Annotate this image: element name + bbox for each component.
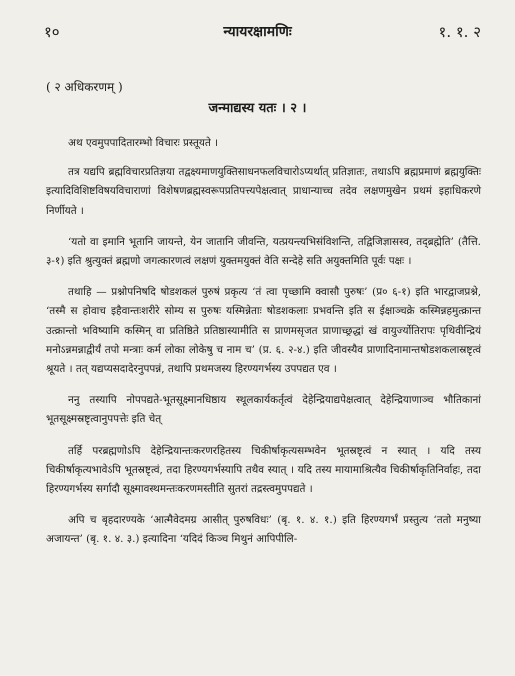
paragraph-3: ‘यतो वा इमानि भूतानि जायन्ते, येन जातानि जीवन्ति, यत्प्रयन्त्यभिसंविशन्ति, तद्विजिज्ञासस्व, तद्ब्रह्मेति’ (तैत्ति. ३-१) इति श्रुत्युक्तं ब्रह्मणो जगत्कारणत्वं लक्षणं युक्तमयुक्तं वेति सन्देहे सति अयुक्तमिति पूर्वः पक्षः । [46,235,481,268]
paragraph-2: तत्र यद्यपि ब्रह्मविचारप्रतिज्ञया तद्वक्ष्यमाणयुक्तिसाधनफलविचारोऽप्यर्थात् प्रतिज्ञातः, तथाऽपि ब्रह्मप्रमाणं ब्रह्मयुक्तिः इत्यादिविशिष्टविषयविचाराणां विशेषणब्रह्मस्वरूपप्रतिपत्त्यपेक्षत्वात् प्राधान्याच्च तदेव लक्षणमुखेन प्रथमं इहाधिकरणे निर्णीयते । [46,166,481,217]
paragraph-1: अथ एवमुपपादितारम्भो विचारः प्रस्तूयते । [68,137,219,149]
sutra-heading: जन्माद्यस्य यतः । २ । [208,101,307,116]
section-reference: १. १. २ [438,23,481,41]
adhikarana-label: ( २ अधिकरणम् ) [46,80,123,94]
paragraph-5: ननु तस्यापि नोपपद्यते-भूतसूक्ष्मानधिष्ठाय स्थूलकार्यकर्तृत्वं देहेन्द्रियाद्यपेक्षत्वात् देहेन्द्रियाणाञ्च भौतिकानां भूतसूक्ष्मस्रष्टृत्वानुपपत्तेः इति चेत् [46,394,481,426]
page-number: १० [44,23,60,41]
running-title: न्यायरक्षामणिः [223,24,292,40]
paragraph-4: तथाहि — प्रश्नोपनिषदि षोडशकलं पुरुषं प्रकृत्य ‘तं त्वा पृच्छामि क्वासौ पुरुषः’ (प्र० ६-१) इति भारद्वाजप्रश्ने, ‘तस्मै स होवाच इहैवान्तःशरीरे सोम्य स पुरुषः यस्मिन्नेताः षोडशकलाः प्रभवन्ति इति स ईक्षाञ्चक्रे कस्मिन्नहमुत्क्रान्त उत्क्रान्तो भविष्यामि कस्मिन् वा प्रतिष्ठिते प्रतिष्ठास्यामीति स प्राणमसृजत प्राणाच्छ्रद्धां खं वायुर्ज्योतिरापः पृथिवीन्द्रियं मनोऽन्नमन्नाद्वीर्यं तपो मन्त्राः कर्म लोका लोकेषु च नाम च’ (प्र. ६. २-४.) इति जीवस्यैव प्राणादिनामान्तषोडशकलास्रष्टृत्वं श्रूयते । तत् यद्यप्यसदादेरनुपपन्नं, तथापि प्रथमजस्य हिरण्यगर्भस्य उपपद्यत एव । [46,286,481,376]
paragraph-6: तर्हि परब्रह्मणोऽपि देहेन्द्रियान्तःकरणरहितस्य चिकीर्षाकृत्यसम्भवेन भूतस्रष्टृत्वं न स्यात् । यदि तस्य चिकीर्षाकृत्यभावेऽपि भूतस्रष्टृत्वं, तदा हिरण्यगर्भस्यापि तथैव स्यात् । यदि तस्य मायामाश्रित्यैव चिकीर्षाकृतिनिर्वाहः, तदा हिरण्यगर्भस्य सर्गादौ सूक्ष्मावस्थमन्तःकरणमस्तीति सुतरां तद्रस्त्वमुपपद्यते । [46,444,481,496]
paragraph-7: अपि च बृहदारण्यके ‘आत्मैवेदमग्र आसीत् पुरुषविधः’ (बृ. १. ४. १.) इति हिरण्यगर्भं प्रस्तुत्य ‘ततो मनुष्या अजायन्त’ (बृ. १. ४. ३.) इत्यादिना ‘यदिदं किञ्च मिथुनं आपिपीलि- [46,514,481,546]
body-text [46,134,481,562]
